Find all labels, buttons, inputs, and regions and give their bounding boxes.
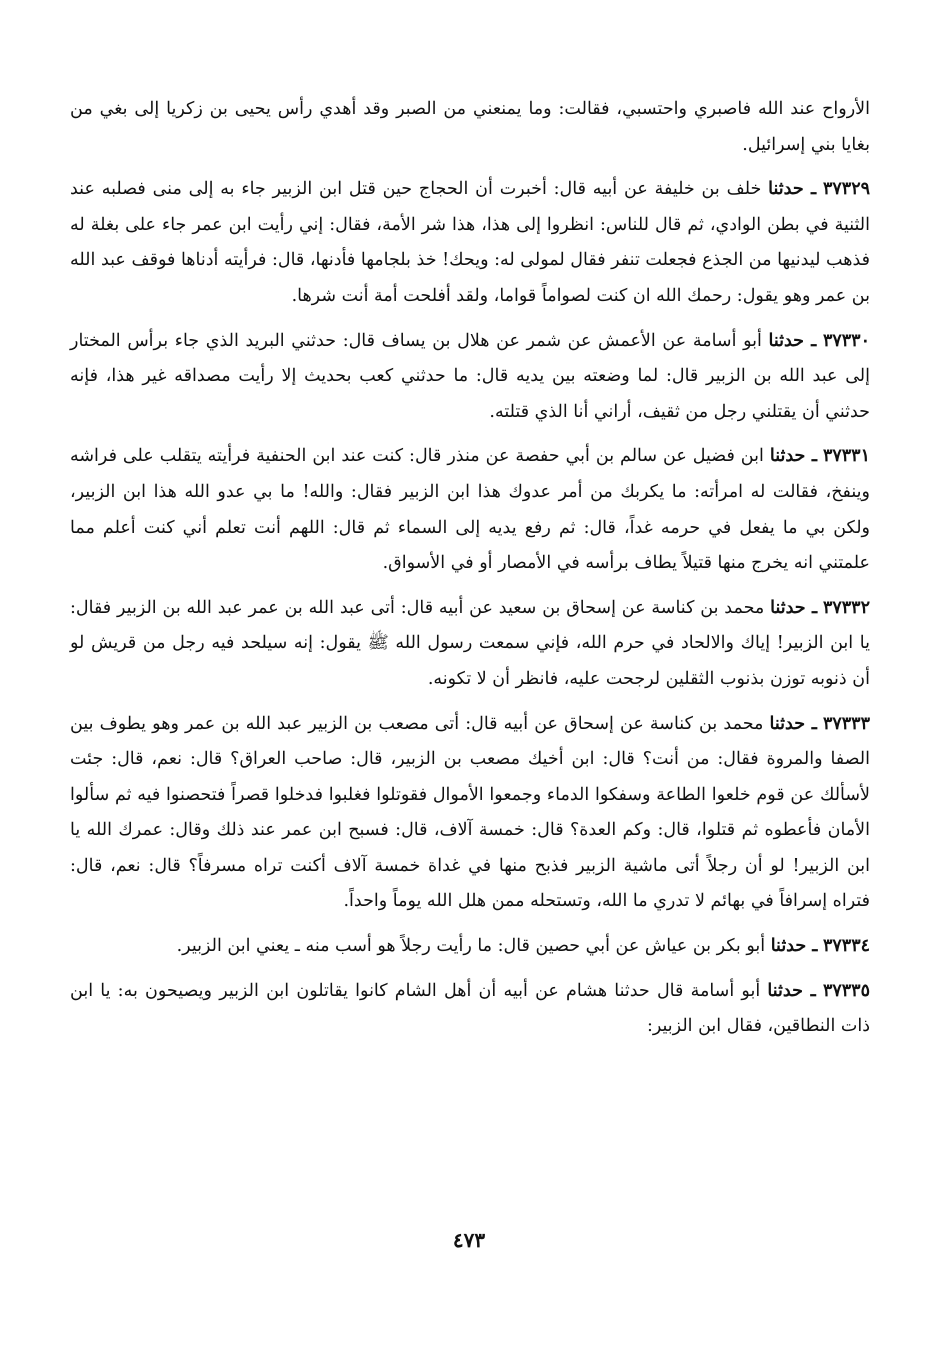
paragraph-text: ابن فضيل عن سالم بن أبي حفصة عن منذر قال: كنت عند ابن الحنفية فرأيته يتقلب على فراشه وينفخ، فقالت له امرأته: ما يكربك من أمر عدوك هذا ابن الزبير فقال: والله! ما بي عدو الله هذا ابن الزبير، ولكن بي ما يفعل في حرمه غداً، قال: ثم رفع يديه إلى السماء ثم قال: اللهم أنت تعلم أني كنت أعلم مما علمتني انه يخرج منها قتيلاً يطاف برأسه في الأمصار أو في الأسواق. [70, 446, 870, 574]
hadith-lead: ـ حدثنا [770, 936, 818, 957]
hadith-37329 [70, 172, 870, 314]
paragraph-text: أبو أسامة عن الأعمش عن شمر عن هلال بن يساف قال: حدثني البريد الذي جاء برأس المختار إلى عبد الله بن الزبير قال: لما وضعته بين يديه قال: ما حدثني كعب بحديث إلا رأيت مصداقه غير هذا، فإنه حدثني أن يقتلني رجل من ثقيف، أراني أنا الذي قتلته. [70, 330, 870, 422]
paragraph-text: محمد بن كناسة عن إسحاق عن أبيه قال: أتى مصعب بن الزبير عبد الله بن عمر وهو يطوف بين الصفا والمروة فقال: من أنت؟ قال: ابن أخيك مصعب بن الزبير، قال: صاحب العراق؟ قال: نعم، قال: جئت لأسألك عن قوم خلعوا الطاعة وسفكوا الدماء وجمعوا الأموال فقوتلوا فغلبوا فدخلوا قصراً فتحصنوا فيه ثم سألوا الأمان فأعطوه ثم قتلوا، قال: وكم العدة؟ قال: خمسة آلاف، قال: فسبح ابن عمر عند ذلك وقال: عمرك الله يا ابن الزبير! لو أن رجلاً أتى ماشية الزبير فذبح منها في غداة خمسة آلاف أكنت تراه مسرفاً؟ قال: نعم، قال: فتراه إسرافاً في بهائم لا تدري ما الله، وتستحله ممن هلل الله يوماً واحداً. [70, 713, 870, 912]
hadith-lead: ـ حدثنا [769, 446, 817, 467]
hadith-number: ٣٧٣٣٤ [823, 936, 870, 957]
hadith-lead: ـ حدثنا [767, 980, 816, 1001]
paragraph-text: خلف بن خليفة عن أبيه قال: أخبرت أن الحجاج حين قتل ابن الزبير جاء به إلى منى فصلبه عند الثنية في بطن الوادي، ثم قال للناس: انظروا إلى هذا، هذا شر الأمة، فقال: إني رأيت ابن عمر جاء على بغلة له فذهب ليدنيها من الجذع فجعلت تنفر فقال لمولى له: ويحك! خذ بلجامها فأدنها، قال: فرأيته أدناها فوقف عبد الله بن عمر وهو يقول: رحمك الله ان كنت لصواماً قواما، ولقد أفلحت أمة أنت شرها. [70, 179, 870, 306]
paragraph-text: أبو بكر بن عياش عن أبي حصين قال: ما رأيت رجلاً هو أسب منه ـ يعني ابن الزبير. [176, 936, 766, 957]
hadith-37331 [70, 439, 870, 581]
paragraph-text: أبو أسامة قال حدثنا هشام عن أبيه أن أهل الشام كانوا يقاتلون ابن الزبير ويصيحون به: يا ابن ذات النطاقين، فقال ابن الزبير: [70, 980, 870, 1037]
hadith-37330 [70, 324, 870, 431]
hadith-lead: ـ حدثنا [768, 330, 817, 351]
hadith-lead: ـ حدثنا [768, 179, 817, 200]
hadith-37334 [70, 929, 870, 965]
paragraph-continuation [70, 92, 870, 163]
hadith-37335 [70, 974, 870, 1045]
hadith-number: ٣٧٣٣٣ [822, 713, 870, 734]
hadith-number: ٣٧٣٢٩ [823, 179, 870, 200]
hadith-37333 [70, 707, 870, 921]
hadith-37332 [70, 591, 870, 698]
hadith-number: ٣٧٣٣١ [822, 446, 870, 467]
page-body [70, 92, 870, 1054]
paragraph-text: الأرواح عند الله فاصبري واحتسبي، فقالت: وما يمنعني من الصبر وقد أهدي رأس يحيى بن زكريا إلى بغي من بغايا بني إسرائيل. [70, 99, 870, 155]
hadith-number: ٣٧٣٣٢ [822, 597, 870, 618]
hadith-lead: ـ حدثنا [769, 713, 817, 734]
hadith-number: ٣٧٣٣٥ [822, 980, 870, 1001]
paragraph-text: محمد بن كناسة عن إسحاق بن سعيد عن أبيه قال: أتى عبد الله بن عمر عبد الله بن الزبير فقال: يا ابن الزبير! إياك والالحاد في حرم الله، فإني سمعت رسول الله ﷺ يقول: إنه سيلحد فيه رجل من قريش لو أن ذنوبه توزن بذنوب الثقلين لرجحت عليه، فانظر أن لا تكونه. [70, 597, 870, 689]
page-number: ٤٧٣ [452, 1228, 486, 1252]
hadith-number: ٣٧٣٣٠ [822, 330, 870, 351]
hadith-lead: ـ حدثنا [770, 597, 818, 618]
